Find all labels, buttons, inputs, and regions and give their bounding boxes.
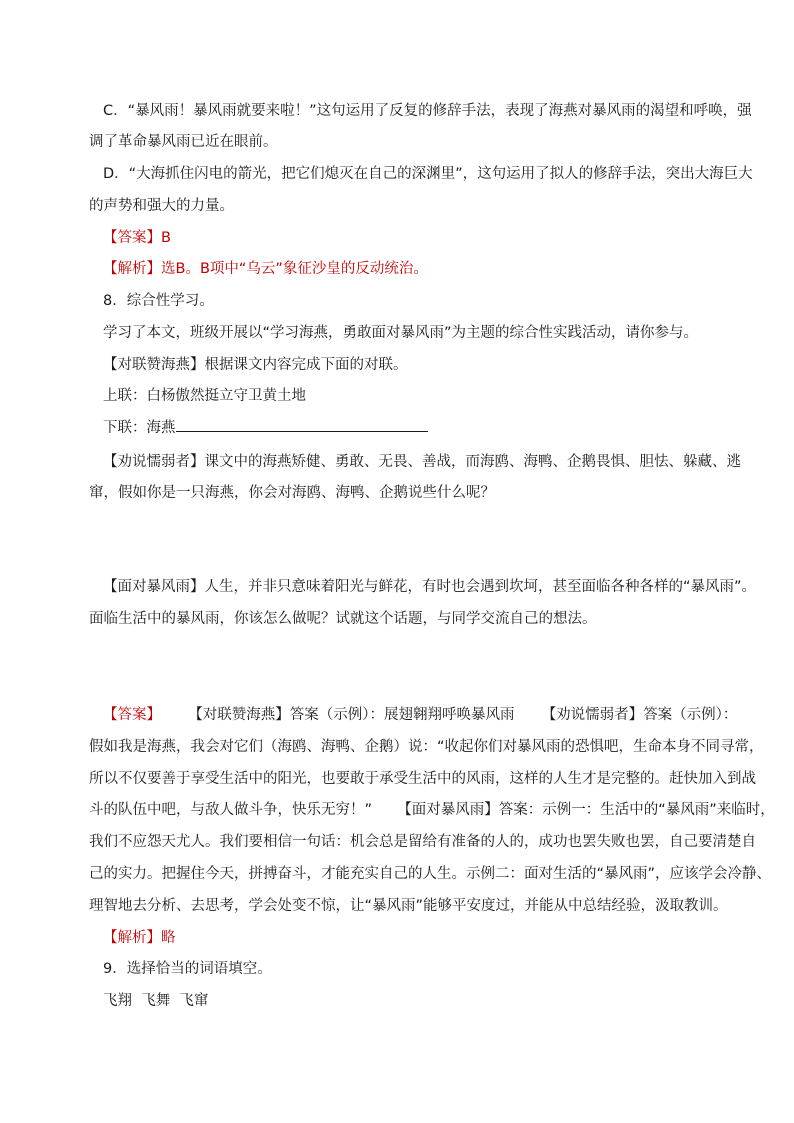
q8-answer-line1 (103, 705, 737, 725)
persuade-answer-end: 斗的队伍中吧，与敌人做斗争，快乐无穷！” (89, 802, 373, 818)
answer-tag: 【答案】 (103, 230, 161, 246)
analysis-text: 选B。B项中“乌云”象征沙皇的反动统治。 (161, 261, 428, 277)
analysis-text: 略 (161, 930, 176, 946)
answer-value: B (161, 230, 171, 246)
q8-answer-line2: 假如我是海燕，我会对它们（海鸥、海鸭、企鹅）说：“收起你们对暴风雨的恐惧吧，生命本身不同寻常， (89, 739, 764, 755)
couplet-answer: 答案（示例）：展翅翱翔呼唤暴风雨 (289, 707, 515, 723)
q8-title: 8．综合性学习。 (103, 293, 214, 309)
q8-answer-line7: 理智地去分析、去思考，学会处变不惊，让“暴风雨”能够平安度过，并能从中总结经验，汲取教训。 (89, 898, 728, 914)
q8-analysis (103, 928, 176, 948)
couplet-upper: 上联：白杨傲然挺立守卫黄土地 (103, 388, 306, 404)
persuade-line1 (103, 452, 741, 472)
q7-analysis (103, 259, 428, 279)
option-c-line1: C．“暴风雨！暴风雨就要来啦！”这句运用了反复的修辞手法，表现了海燕对暴风雨的渴望和呼唤，强 (103, 103, 752, 119)
persuade-answer-start: 答案（示例）： (643, 707, 738, 723)
face-tag: 【面对暴风雨】 (103, 579, 205, 595)
face-answer-start: 答案：示例一：生活中的“暴风雨”来临时， (498, 802, 775, 818)
option-d-line2: 的声势和强大的力量。 (89, 198, 234, 214)
couplet-text: 根据课文内容完成下面的对联。 (204, 357, 408, 373)
analysis-tag: 【解析】 (103, 930, 161, 946)
q8-answer-line5: 我们不应怨天尤人。我们要相信一句话：机会总是留给有准备的人的，成功也罢失败也罢，自己要清楚自 (89, 834, 756, 850)
face-line2: 面临生活中的暴风雨，你该怎么做呢？试就这个话题，与同学交流自己的想法。 (89, 611, 597, 627)
couplet-lower (103, 418, 428, 438)
q8-answer-line4 (89, 800, 775, 820)
q7-answer (103, 228, 171, 248)
couplet-prompt (103, 355, 408, 375)
face-text: 人生，并非只意味着阳光与鲜花，有时也会遇到坎坷，甚至面临各种各样的“暴风雨”。 (204, 579, 757, 595)
q9-title: 9．选择恰当的词语填空。 (103, 961, 272, 977)
persuade-line2: 窜，假如你是一只海燕，你会对海鸥、海鸭、企鹅说些什么呢？ (89, 485, 495, 501)
analysis-tag: 【解析】 (103, 261, 161, 277)
couplet-lower-label: 下联：海燕 (103, 420, 176, 436)
q8-answer-line3: 所以不仅要善于享受生活中的阳光，也要敢于承受生活中的风雨，这样的人生才是完整的。赶快加入到战 (89, 771, 756, 787)
q9-word-choices: 飞翔 飞舞 飞窜 (103, 993, 209, 1009)
q8-answer-line6: 己的实力。把握住今天，拼搏奋斗，才能充实自己的人生。示例二：面对生活的“暴风雨”，应该学会冷静、 (89, 866, 772, 882)
persuade-answer-tag: 【劝说懦弱者】 (541, 707, 644, 723)
answer-tag: 【答案】 (103, 707, 161, 723)
option-d-line1: D．“大海抓住闪电的箭光，把它们熄灭在自己的深渊里”，这句运用了拟人的修辞手法，突出大海巨大 (103, 166, 753, 182)
couplet-answer-tag: 【对联赞海燕】 (188, 707, 290, 723)
persuade-tag: 【劝说懦弱者】 (103, 454, 205, 470)
q8-intro: 学习了本文，班级开展以“学习海燕，勇敢面对暴风雨”为主题的综合性实践活动，请你参与。 (103, 325, 699, 341)
persuade-text: 课文中的海燕矫健、勇敢、无畏、善战，而海鸥、海鸭、企鹅畏惧、胆怯、躲藏、逃 (204, 454, 741, 470)
option-c-line2: 调了革命暴风雨已近在眼前。 (89, 134, 278, 150)
couplet-tag: 【对联赞海燕】 (103, 357, 205, 373)
face-answer-tag: 【面对暴风雨】 (397, 802, 499, 818)
face-line1 (103, 577, 756, 597)
answer-blank[interactable] (176, 418, 428, 432)
